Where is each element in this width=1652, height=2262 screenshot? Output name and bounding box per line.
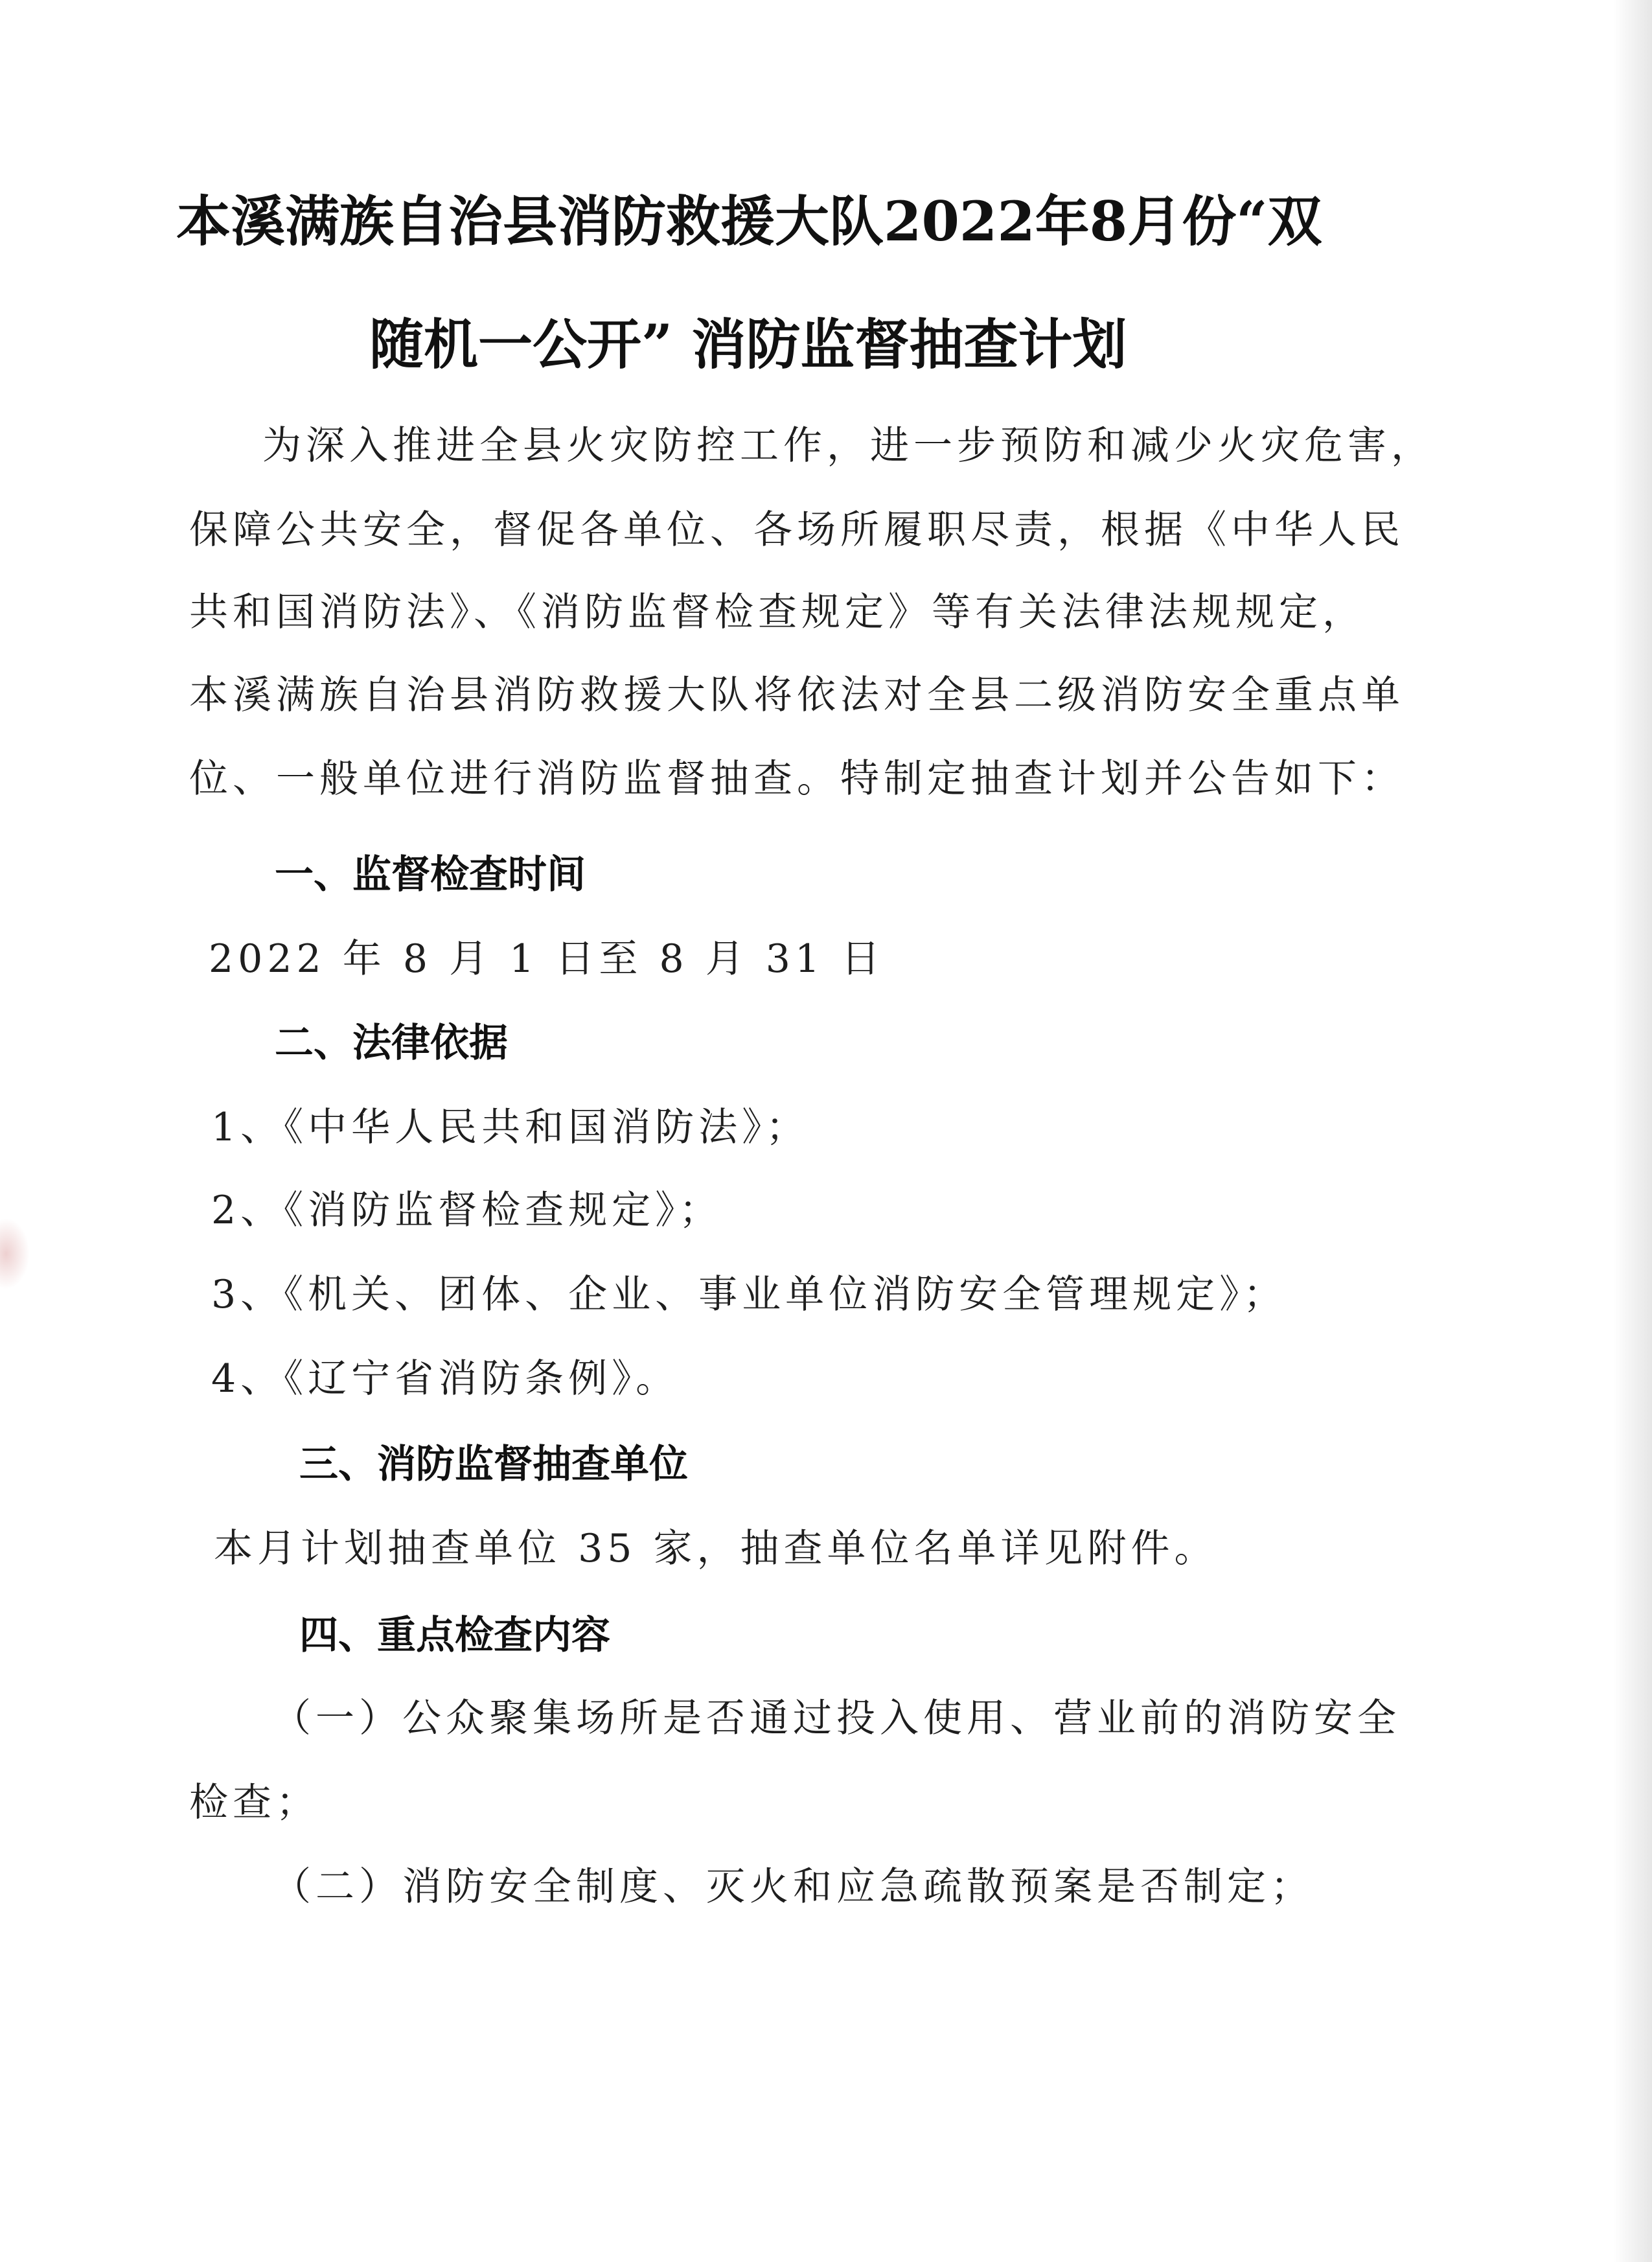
intro-line: 保障公共安全，督促各单位、各场所履职尽责，根据《中华人民 [189, 507, 1405, 553]
intro-line: 本溪满族自治县消防救援大队将依法对全县二级消防安全重点单 [189, 673, 1405, 718]
content-item-1-cont: 检查； [189, 1780, 319, 1825]
intro-line: 共和国消防法》、《消防监督检查规定》等有关法律法规规定， [189, 590, 1366, 635]
inspection-period: 2022 年 8 月 1 日至 8 月 31 日 [209, 936, 885, 982]
document-title-line-2: 随机一公开” 消防监督抽查计划 [369, 312, 1127, 376]
section-heading-units: 三、消防监督抽查单位 [299, 1442, 688, 1487]
section-heading-time: 一、监督检查时间 [275, 852, 586, 897]
law-item: 4、《辽宁省消防条例》。 [211, 1356, 680, 1402]
law-item: 1、《中华人民共和国消防法》； [211, 1105, 810, 1150]
section-heading-law: 二、法律依据 [275, 1021, 508, 1066]
document-title-line-1: 本溪满族自治县消防救援大队2022年8月份“双 [176, 189, 1322, 253]
intro-line: 为深入推进全县火灾防控工作，进一步预防和减少火灾危害， [262, 423, 1434, 468]
intro-line: 位、一般单位进行消防监督抽查。特制定抽查计划并公告如下： [189, 756, 1405, 802]
law-item: 3、《机关、团体、企业、事业单位消防安全管理规定》； [211, 1272, 1287, 1317]
law-item: 2、《消防监督检查规定》； [211, 1188, 723, 1233]
scan-stain [0, 1218, 30, 1289]
section-heading-content: 四、重点检查内容 [299, 1613, 610, 1658]
content-item-1: （一）公众聚集场所是否通过投入使用、营业前的消防安全 [272, 1696, 1401, 1741]
units-text: 本月计划抽查单位 35 家，抽查单位名单详见附件。 [214, 1526, 1218, 1571]
content-item-2: （二）消防安全制度、灭火和应急疏散预案是否制定； [272, 1864, 1314, 1910]
